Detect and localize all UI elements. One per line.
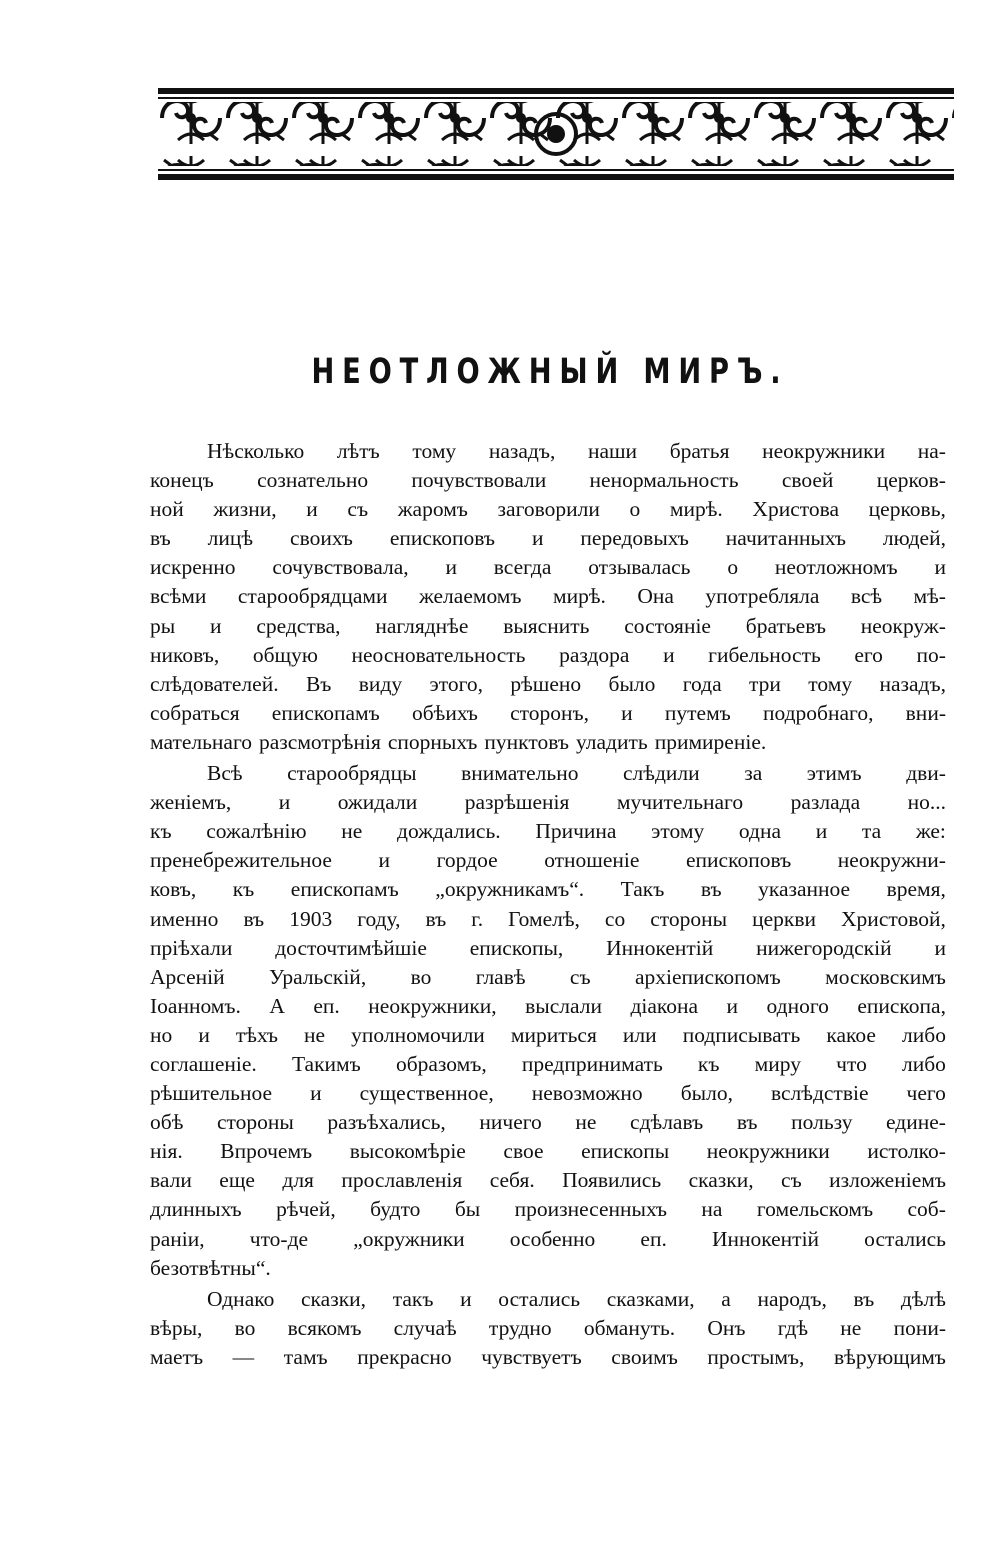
text-line: пріѣхали досточтимѣйшіе епископы, Иннокентій нижегородскій и (150, 935, 946, 960)
text-line: ковъ, къ епископамъ „окружникамъ“. Такъ въ указанное время, (150, 877, 946, 902)
text-line: мательнаго разсмотрѣнія спорныхъ пунктовъ уладить примиреніе. (150, 729, 767, 754)
ornamental-border-icon (158, 86, 954, 182)
text-line: Всѣ старообрядцы внимательно слѣдили за этимъ дви- (207, 761, 946, 786)
text-line: къ сожалѣнію не дождались. Причина этому одна и та же: (150, 819, 946, 844)
text-line: нія. Впрочемъ высокомѣріе свое епископы неокружники истолко- (150, 1139, 946, 1164)
text-line: но и тѣхъ не уполномочили мириться или подписывать какое либо (150, 1022, 946, 1047)
text-line: женіемъ, и ожидали разрѣшенія мучительнаго разлада но... (150, 790, 946, 815)
text-line: раніи, что-де „окружники особенно еп. Иннокентій остались (150, 1226, 946, 1251)
text-line: пренебрежительное и гордое отношеніе епископовъ неокружни- (150, 848, 946, 873)
text-line: слѣдователей. Въ виду этого, рѣшено было года три тому назадъ, (150, 671, 946, 696)
text-line: ры и средства, нагляднѣе выяснить состояніе братьевъ неокруж- (150, 613, 946, 638)
text-line: Нѣсколько лѣтъ тому назадъ, наши братья неокружники на- (207, 439, 946, 463)
text-line: никовъ, общую неосновательность раздора и гибельность его по- (150, 642, 946, 667)
text-line: длинныхъ рѣчей, будто бы произнесенныхъ на гомельскомъ соб- (150, 1197, 946, 1222)
text-line: именно въ 1903 году, въ г. Гомелѣ, со стороны церкви Христовой, (150, 906, 946, 931)
text-line: всѣми старообрядцами желаемомъ мирѣ. Она употребляла всѣ мѣ- (150, 584, 946, 609)
text-line: соглашеніе. Такимъ образомъ, предпринимать къ миру что либо (150, 1051, 946, 1076)
article-body (150, 437, 946, 1372)
text-line: ной жизни, и съ жаромъ заговорили о мирѣ. Христова церковь, (150, 497, 946, 522)
article-title: НЕОТЛОЖНЫЙ МИРЪ. (311, 352, 789, 392)
text-line: вѣры, во всякомъ случаѣ трудно обмануть. Онъ гдѣ не пони- (150, 1315, 946, 1340)
text-line: обѣ стороны разъѣхались, ничего не сдѣлавъ въ пользу едине- (150, 1110, 946, 1135)
text-line: безотвѣтны“. (150, 1255, 271, 1280)
text-line: рѣшительное и существенное, невозможно было, вслѣдствіе чего (150, 1081, 946, 1106)
text-line: конецъ сознательно почувствовали ненормальность своей церков- (150, 468, 946, 493)
text-line: Однако сказки, такъ и остались сказками, а народъ, въ дѣлѣ (207, 1286, 946, 1311)
text-line: маетъ — тамъ прекрасно чувствуетъ своимъ простымъ, вѣрующимъ (150, 1344, 946, 1369)
text-line: въ лицѣ своихъ епископовъ и передовыхъ начитанныхъ людей, (150, 526, 946, 551)
text-line: искренно сочувствовала, и всегда отзывалась о неотложномъ и (150, 555, 946, 580)
text-line: Іоанномъ. А еп. неокружники, выслали діакона и одного епископа, (150, 993, 946, 1018)
text-line: собраться епископамъ обѣихъ сторонъ, и путемъ подробнаго, вни- (150, 700, 946, 725)
text-line: Арсеній Уральскій, во главѣ съ архіепископомъ московскимъ (150, 964, 946, 989)
text-line: вали еще для прославленія себя. Появились сказки, съ изложеніемъ (150, 1168, 946, 1193)
